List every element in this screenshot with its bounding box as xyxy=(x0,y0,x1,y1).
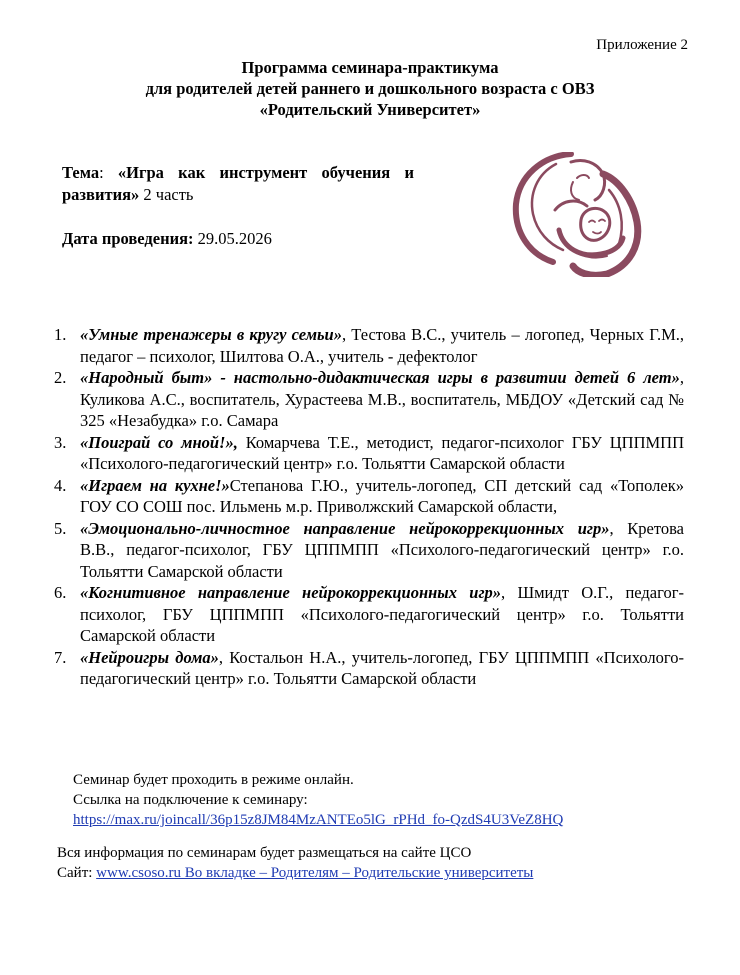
online-line-2: Ссылка на подключение к семинару: xyxy=(73,792,308,808)
program-list xyxy=(54,324,684,690)
item-text: , Кретова В.В., педагог-психолог, ГБУ ЦППМПП «Психолого-педагогический центр» г.о. Тольятти Самарской области xyxy=(80,518,684,581)
date-value: 29.05.2026 xyxy=(193,229,272,248)
date-label: Дата проведения: xyxy=(62,229,194,248)
seminar-theme xyxy=(62,162,414,206)
theme-value: «Игра как инструмент обучения и развития» xyxy=(62,163,414,204)
item-text: , Костальон Н.А., учитель-логопед, ГБУ ЦППМПП «Психолого-педагогический центр» г.о. Тольятти Самарской области xyxy=(80,647,684,688)
item-number: 6. xyxy=(54,583,67,602)
list-item xyxy=(54,475,684,518)
page-title xyxy=(0,57,740,120)
item-title: «Умные тренажеры в кругу семьи» xyxy=(80,325,342,344)
item-number: 7. xyxy=(54,647,67,667)
title-line-3: «Родительский Университет» xyxy=(259,100,481,119)
join-call-link[interactable]: https://max.ru/joincall/36p15z8JM84MzANTEo5lG_rPHd_fo-QzdS4U3VeZ8HQ xyxy=(73,812,564,828)
item-title: «Поиграй со мной!», xyxy=(80,432,238,452)
list-item xyxy=(54,582,684,647)
mother-child-logo-icon xyxy=(497,152,649,277)
title-line-1: Программа семинара-практикума xyxy=(241,58,499,77)
item-number: 3. xyxy=(54,432,67,452)
item-number: 2. xyxy=(54,368,67,387)
item-title: «Играем на кухне!» xyxy=(80,475,230,495)
item-number: 4. xyxy=(54,475,67,495)
site-link[interactable]: www.csoso.ru Во вкладке – Родителям – Родительские университеты xyxy=(96,865,534,881)
list-item xyxy=(54,324,684,367)
footer-info xyxy=(57,843,533,883)
item-number: 5. xyxy=(54,518,67,538)
item-text: Степанова Г.Ю., учитель-логопед, СП детский сад «Тополек» ГОУ СО СОШ пос. Ильмень м.р. Приволжский Самарской области, xyxy=(80,475,684,516)
list-item xyxy=(54,367,684,432)
item-title: «Народный быт» - настольно-дидактическая игры в развитии детей 6 лет» xyxy=(80,368,680,387)
item-text: Комарчева Т.Е., методист, педагог-психолог ГБУ ЦППМПП «Психолого-педагогический центр» г.о. Тольятти Самарской области xyxy=(80,432,684,473)
seminar-date xyxy=(62,229,272,249)
footer-line-1: Вся информация по семинарам будет размещаться на сайте ЦСО xyxy=(57,845,472,861)
online-info xyxy=(73,770,563,830)
site-label: Сайт: xyxy=(57,865,97,881)
theme-label: Тема xyxy=(62,163,100,182)
online-line-1: Семинар будет проходить в режиме онлайн. xyxy=(73,772,354,788)
theme-suffix: 2 часть xyxy=(139,185,194,204)
title-line-2: для родителей детей раннего и дошкольного возраста с ОВЗ xyxy=(145,79,595,98)
item-title: «Когнитивное направление нейрокоррекционных игр» xyxy=(80,583,502,602)
item-text: , Тестова В.С., учитель – логопед, Черных Г.М., педагог – психолог, Шилтова О.А., учитель - дефектолог xyxy=(80,325,684,366)
item-text: , Куликова А.С., воспитатель, Хурастеева М.В., воспитатель, МБДОУ «Детский сад № 325 «Незабудка» г.о. Самара xyxy=(80,368,684,430)
list-item xyxy=(54,647,684,690)
list-item xyxy=(54,432,684,475)
appendix-label: Приложение 2 xyxy=(596,37,688,53)
item-title: «Нейроигры дома» xyxy=(80,647,219,667)
item-text: , Шмидт О.Г., педагог-психолог, ГБУ ЦППМПП «Психолого-педагогический центр» г.о. Тольятти Самарской области xyxy=(80,583,684,645)
theme-sep: : xyxy=(99,163,118,182)
item-title: «Эмоционально-личностное направление нейрокоррекционных игр» xyxy=(80,518,610,538)
item-number: 1. xyxy=(54,325,67,344)
list-item xyxy=(54,518,684,583)
